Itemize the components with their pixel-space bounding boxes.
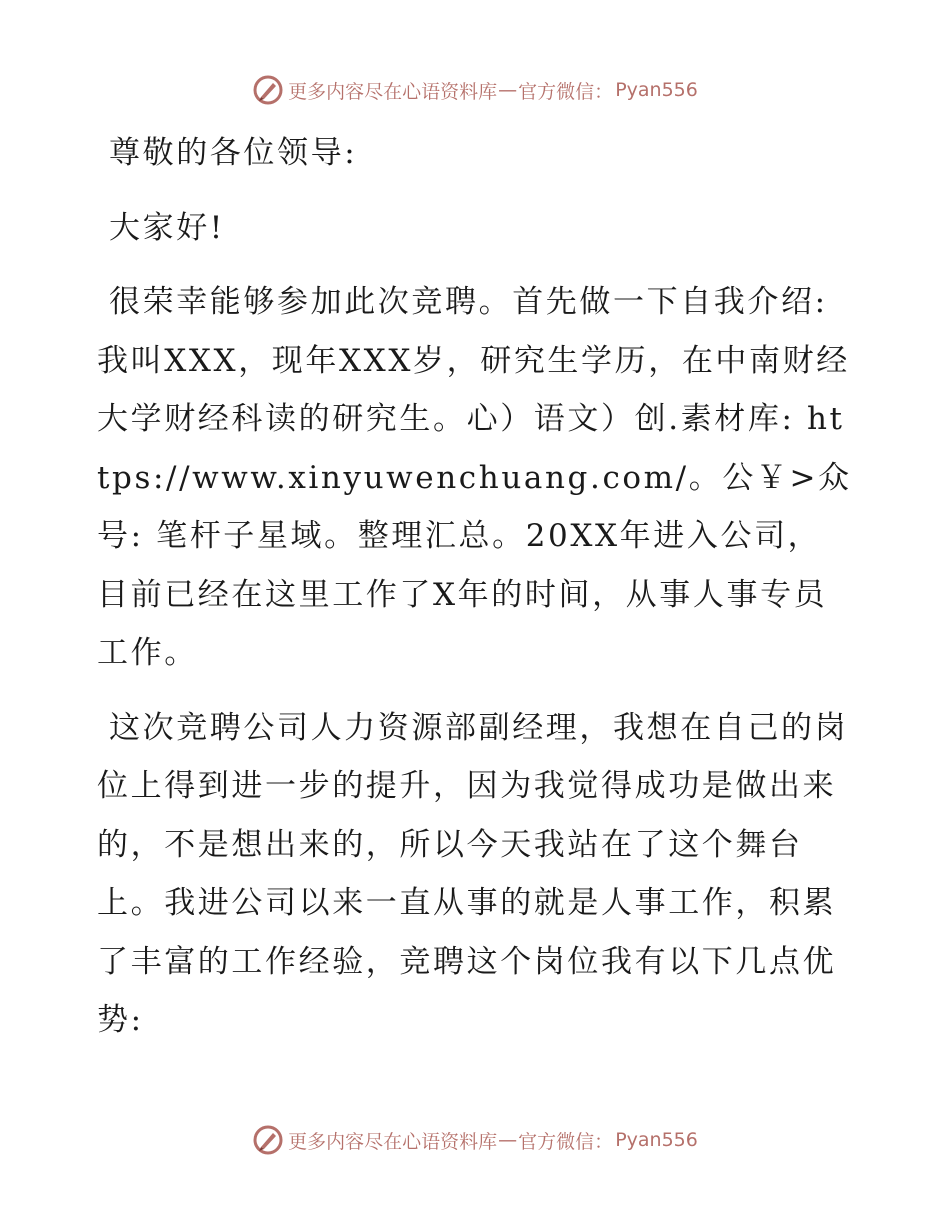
paragraph-motivation: 这次竞聘公司人力资源部副经理，我想在自己的岗位上得到进一步的提升，因为我觉得成功是做出来的，不是想出来的，所以今天我站在了这个舞台上。我进公司以来一直从事的就是人事工作，积累了丰富的工作经验，竞聘这个岗位我有以下几点优势: — [97, 709, 849, 1038]
pen-logo-icon — [252, 74, 284, 106]
watermark-text: 更多内容尽在心语资料库 — [288, 80, 498, 103]
greeting: 大家好! — [109, 209, 225, 246]
watermark-separator: — — [498, 1129, 518, 1151]
footer-watermark — [0, 1124, 950, 1156]
header-watermark — [0, 74, 950, 106]
pen-logo-icon — [252, 1124, 284, 1156]
salutation: 尊敬的各位领导: — [109, 135, 358, 171]
watermark-contact-label: 官方微信： — [518, 1130, 614, 1153]
watermark-contact-id: Pyan556 — [615, 1129, 698, 1151]
watermark-contact-label: 官方微信： — [518, 80, 614, 103]
watermark-text: 更多内容尽在心语资料库 — [288, 1130, 498, 1153]
paragraph-self-introduction: 很荣幸能够参加此次竞聘。首先做一下自我介绍: 我叫XXX，现年XXX岁，研究生学历，在中南财经大学财经科读的研究生。心）语文）创.素材库: https://www.xinyuwenchuang.com/。公￥>众号: 笔杆子星域。整理汇总。20XX年进入公司，目前已经在这里工作了X年的时间，从事人事专员工作。 — [97, 284, 852, 671]
watermark-separator: — — [498, 79, 518, 101]
watermark-contact-id: Pyan556 — [615, 79, 698, 101]
document-body — [97, 124, 852, 1050]
